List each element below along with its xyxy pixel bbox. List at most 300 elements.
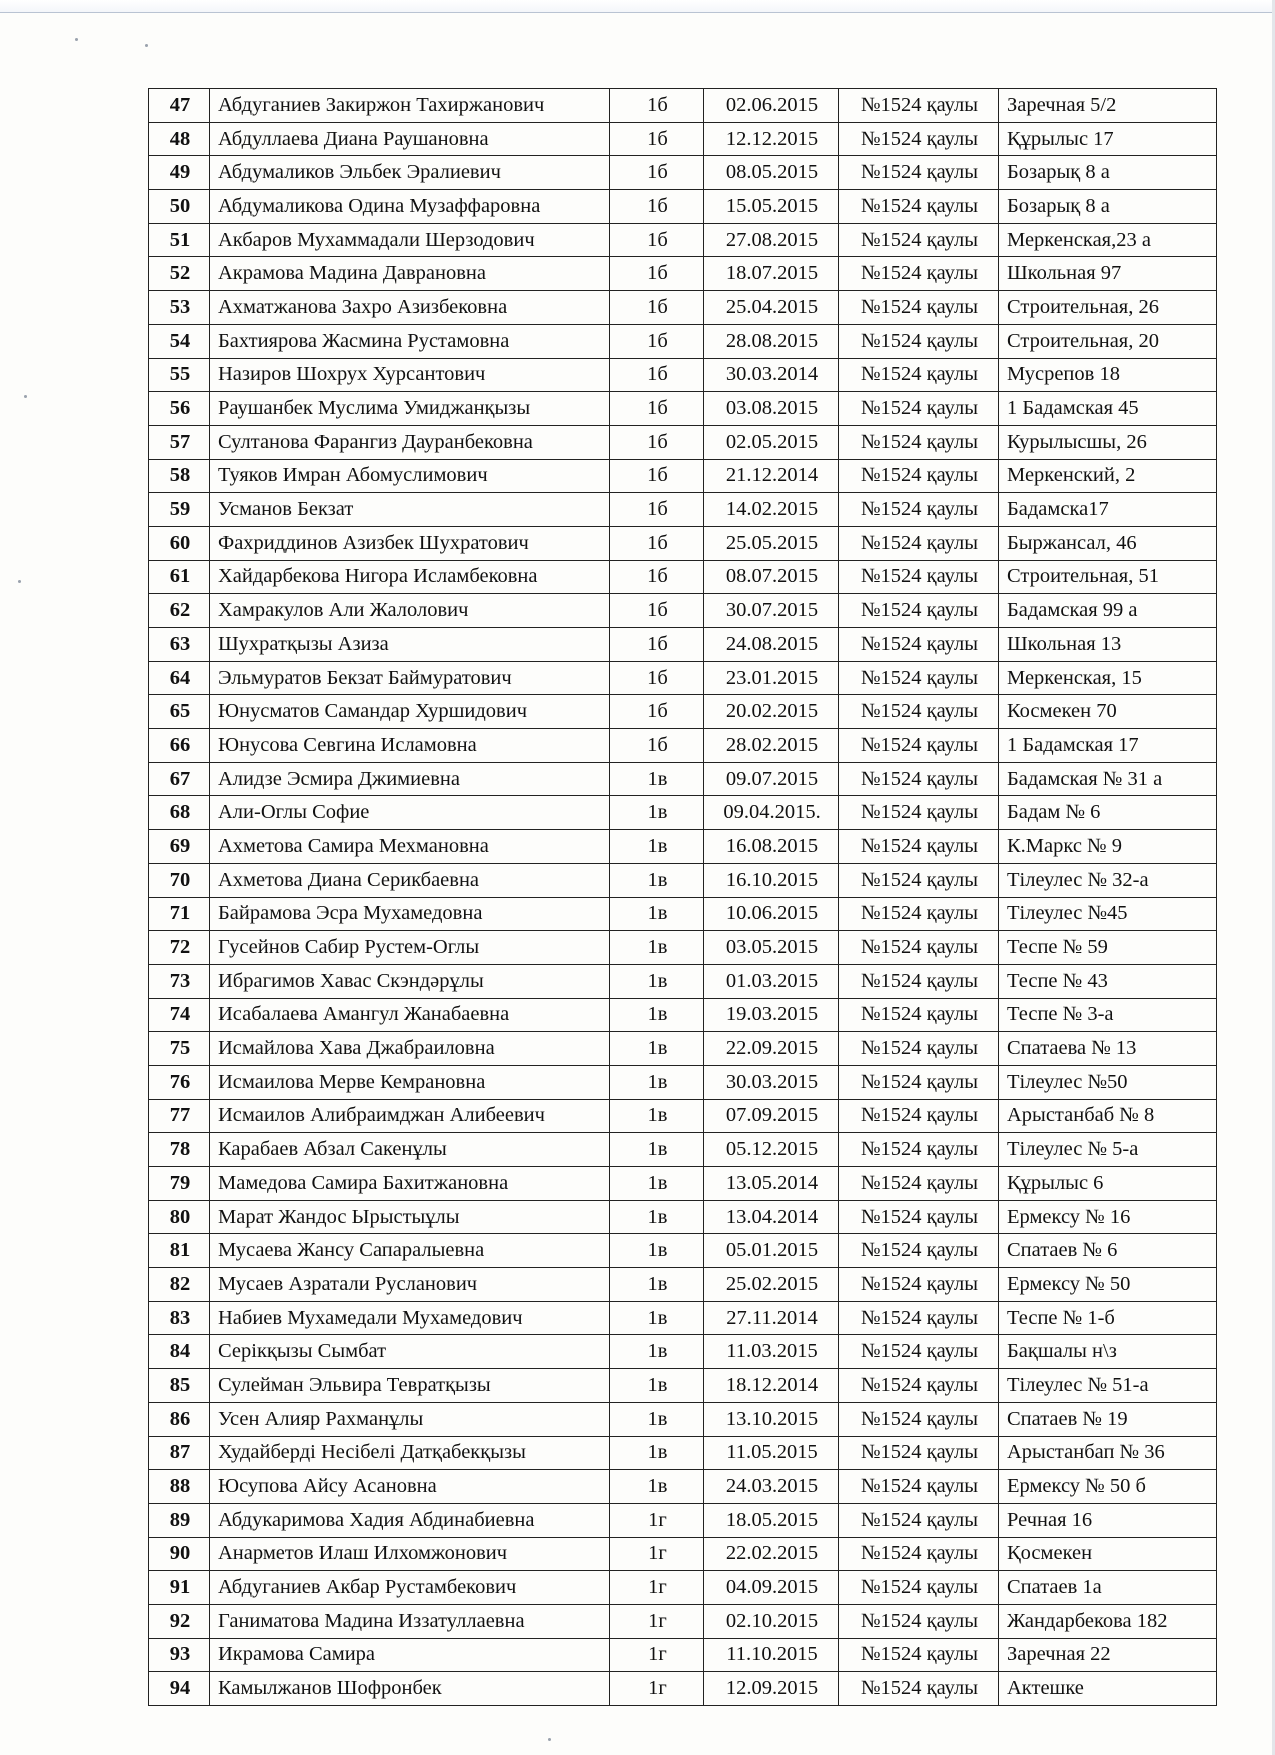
scan-top-edge — [0, 0, 1275, 13]
birth-date: 12.09.2015 — [704, 1672, 839, 1706]
order-reference: №1524 қаулы — [839, 1099, 999, 1133]
row-number: 89 — [149, 1503, 210, 1537]
class-code: 1б — [610, 729, 704, 763]
table-row — [149, 1301, 1217, 1335]
home-address: Қосмекен — [999, 1537, 1217, 1571]
student-name: Фахриддинов Азизбек Шухратович — [210, 526, 610, 560]
table-row — [149, 1234, 1217, 1268]
class-code: 1в — [610, 1436, 704, 1470]
table-row — [149, 1099, 1217, 1133]
student-name: Камылжанов Шофронбек — [210, 1672, 610, 1706]
home-address: Бақшалы н\з — [999, 1335, 1217, 1369]
student-name: Хайдарбекова Нигора Исламбековна — [210, 560, 610, 594]
class-code: 1б — [610, 223, 704, 257]
home-address: Актешке — [999, 1672, 1217, 1706]
student-name: Ибрагимов Хавас Скэндәрұлы — [210, 964, 610, 998]
student-name: Акрамова Мадина Даврановна — [210, 257, 610, 291]
student-name: Абдумаликова Одина Музаффаровна — [210, 190, 610, 224]
birth-date: 23.01.2015 — [704, 661, 839, 695]
student-name: Абдумаликов Эльбек Эралиевич — [210, 156, 610, 190]
student-name: Исмайлова Хава Джабраиловна — [210, 1032, 610, 1066]
order-reference: №1524 қаулы — [839, 526, 999, 560]
student-name: Юнусматов Самандар Хуршидович — [210, 695, 610, 729]
home-address: Строительная, 20 — [999, 324, 1217, 358]
table-row — [149, 931, 1217, 965]
home-address: Теспе № 1-б — [999, 1301, 1217, 1335]
home-address: Тілеулес №45 — [999, 897, 1217, 931]
scan-speck — [145, 44, 148, 47]
class-code: 1б — [610, 291, 704, 325]
birth-date: 01.03.2015 — [704, 964, 839, 998]
birth-date: 25.02.2015 — [704, 1268, 839, 1302]
birth-date: 19.03.2015 — [704, 998, 839, 1032]
order-reference: №1524 қаулы — [839, 1301, 999, 1335]
row-number: 52 — [149, 257, 210, 291]
order-reference: №1524 қаулы — [839, 661, 999, 695]
class-code: 1б — [610, 190, 704, 224]
row-number: 65 — [149, 695, 210, 729]
class-code: 1б — [610, 459, 704, 493]
order-reference: №1524 қаулы — [839, 459, 999, 493]
row-number: 60 — [149, 526, 210, 560]
order-reference: №1524 қаулы — [839, 560, 999, 594]
order-reference: №1524 қаулы — [839, 257, 999, 291]
birth-date: 11.05.2015 — [704, 1436, 839, 1470]
home-address: Спатаева № 13 — [999, 1032, 1217, 1066]
home-address: Меркенская, 15 — [999, 661, 1217, 695]
class-code: 1б — [610, 560, 704, 594]
class-code: 1б — [610, 526, 704, 560]
home-address: Быржансал, 46 — [999, 526, 1217, 560]
class-code: 1б — [610, 425, 704, 459]
table-row — [149, 1571, 1217, 1605]
home-address: Жандарбекова 182 — [999, 1604, 1217, 1638]
home-address: Арыстанбаб № 8 — [999, 1099, 1217, 1133]
order-reference: №1524 қаулы — [839, 729, 999, 763]
row-number: 59 — [149, 493, 210, 527]
table-row — [149, 1503, 1217, 1537]
birth-date: 18.05.2015 — [704, 1503, 839, 1537]
order-reference: №1524 қаулы — [839, 1268, 999, 1302]
order-reference: №1524 қаулы — [839, 1335, 999, 1369]
order-reference: №1524 қаулы — [839, 223, 999, 257]
row-number: 86 — [149, 1402, 210, 1436]
class-code: 1в — [610, 1301, 704, 1335]
row-number: 80 — [149, 1200, 210, 1234]
row-number: 56 — [149, 392, 210, 426]
order-reference: №1524 қаулы — [839, 628, 999, 662]
order-reference: №1524 қаулы — [839, 1234, 999, 1268]
home-address: Теспе № 43 — [999, 964, 1217, 998]
row-number: 66 — [149, 729, 210, 763]
birth-date: 08.05.2015 — [704, 156, 839, 190]
birth-date: 30.03.2015 — [704, 1065, 839, 1099]
birth-date: 04.09.2015 — [704, 1571, 839, 1605]
student-name: Усманов Бекзат — [210, 493, 610, 527]
order-reference: №1524 қаулы — [839, 762, 999, 796]
class-code: 1б — [610, 594, 704, 628]
table-row — [149, 830, 1217, 864]
birth-date: 03.08.2015 — [704, 392, 839, 426]
row-number: 50 — [149, 190, 210, 224]
table-row — [149, 459, 1217, 493]
table-row — [149, 493, 1217, 527]
order-reference: №1524 қаулы — [839, 358, 999, 392]
row-number: 73 — [149, 964, 210, 998]
table-row — [149, 628, 1217, 662]
row-number: 85 — [149, 1369, 210, 1403]
home-address: Бадам № 6 — [999, 796, 1217, 830]
order-reference: №1524 қаулы — [839, 1604, 999, 1638]
row-number: 63 — [149, 628, 210, 662]
class-code: 1в — [610, 830, 704, 864]
order-reference: №1524 қаулы — [839, 122, 999, 156]
row-number: 48 — [149, 122, 210, 156]
home-address: Тілеулес № 51-а — [999, 1369, 1217, 1403]
birth-date: 30.07.2015 — [704, 594, 839, 628]
class-code: 1в — [610, 931, 704, 965]
birth-date: 21.12.2014 — [704, 459, 839, 493]
row-number: 93 — [149, 1638, 210, 1672]
table-row — [149, 1672, 1217, 1706]
birth-date: 27.08.2015 — [704, 223, 839, 257]
order-reference: №1524 қаулы — [839, 1032, 999, 1066]
birth-date: 24.08.2015 — [704, 628, 839, 662]
student-name: Худайберді Несібелі Датқабекқызы — [210, 1436, 610, 1470]
home-address: 1 Бадамская 45 — [999, 392, 1217, 426]
student-name: Назиров Шохрух Хурсантович — [210, 358, 610, 392]
home-address: Космекен 70 — [999, 695, 1217, 729]
student-name: Юсупова Айсу Асановна — [210, 1470, 610, 1504]
birth-date: 28.02.2015 — [704, 729, 839, 763]
student-name: Шухратқызы Азиза — [210, 628, 610, 662]
table-row — [149, 729, 1217, 763]
table-row — [149, 1335, 1217, 1369]
order-reference: №1524 қаулы — [839, 1065, 999, 1099]
table-row — [149, 89, 1217, 123]
birth-date: 13.10.2015 — [704, 1402, 839, 1436]
student-name: Юнусова Севгина Исламовна — [210, 729, 610, 763]
class-code: 1б — [610, 89, 704, 123]
table-row — [149, 897, 1217, 931]
table-row — [149, 1369, 1217, 1403]
row-number: 78 — [149, 1133, 210, 1167]
table-row — [149, 324, 1217, 358]
table-row — [149, 1065, 1217, 1099]
class-code: 1г — [610, 1672, 704, 1706]
order-reference: №1524 қаулы — [839, 493, 999, 527]
birth-date: 12.12.2015 — [704, 122, 839, 156]
class-code: 1б — [610, 156, 704, 190]
home-address: Теспе № 3-а — [999, 998, 1217, 1032]
order-reference: №1524 қаулы — [839, 1133, 999, 1167]
birth-date: 07.09.2015 — [704, 1099, 839, 1133]
row-number: 72 — [149, 931, 210, 965]
order-reference: №1524 қаулы — [839, 1503, 999, 1537]
home-address: Школьная 13 — [999, 628, 1217, 662]
order-reference: №1524 қаулы — [839, 1672, 999, 1706]
table-row — [149, 1436, 1217, 1470]
home-address: Спатаев № 19 — [999, 1402, 1217, 1436]
student-name: Марат Жандос Ырыстыұлы — [210, 1200, 610, 1234]
table-row — [149, 526, 1217, 560]
home-address: Бадамская 99 а — [999, 594, 1217, 628]
birth-date: 05.01.2015 — [704, 1234, 839, 1268]
home-address: Ермексу № 50 б — [999, 1470, 1217, 1504]
birth-date: 22.09.2015 — [704, 1032, 839, 1066]
class-code: 1б — [610, 122, 704, 156]
home-address: Құрылыс 6 — [999, 1167, 1217, 1201]
student-name: Раушанбек Муслима Умиджанқызы — [210, 392, 610, 426]
table-row — [149, 291, 1217, 325]
student-name: Абдукаримова Хадия Абдинабиевна — [210, 1503, 610, 1537]
birth-date: 28.08.2015 — [704, 324, 839, 358]
class-code: 1в — [610, 1402, 704, 1436]
row-number: 81 — [149, 1234, 210, 1268]
student-name: Ахметова Диана Серикбаевна — [210, 863, 610, 897]
home-address: Курылысшы, 26 — [999, 425, 1217, 459]
student-name: Хамракулов Али Жалолович — [210, 594, 610, 628]
birth-date: 09.04.2015. — [704, 796, 839, 830]
birth-date: 24.03.2015 — [704, 1470, 839, 1504]
home-address: Заречная 22 — [999, 1638, 1217, 1672]
home-address: Бозарық 8 а — [999, 156, 1217, 190]
class-code: 1г — [610, 1537, 704, 1571]
birth-date: 30.03.2014 — [704, 358, 839, 392]
scan-speck — [18, 580, 21, 583]
class-code: 1г — [610, 1638, 704, 1672]
birth-date: 25.05.2015 — [704, 526, 839, 560]
table-row — [149, 863, 1217, 897]
table-row — [149, 1268, 1217, 1302]
class-code: 1б — [610, 257, 704, 291]
order-reference: №1524 қаулы — [839, 392, 999, 426]
birth-date: 18.07.2015 — [704, 257, 839, 291]
order-reference: №1524 қаулы — [839, 1470, 999, 1504]
table-row — [149, 425, 1217, 459]
student-name: Набиев Мухамедали Мухамедович — [210, 1301, 610, 1335]
student-name: Абдуганиев Закиржон Тахиржанович — [210, 89, 610, 123]
student-name: Абдуллаева Диана Раушановна — [210, 122, 610, 156]
home-address: Мусрепов 18 — [999, 358, 1217, 392]
student-name: Карабаев Абзал Сакенұлы — [210, 1133, 610, 1167]
birth-date: 09.07.2015 — [704, 762, 839, 796]
table-row — [149, 1133, 1217, 1167]
row-number: 64 — [149, 661, 210, 695]
class-code: 1в — [610, 1065, 704, 1099]
home-address: Строительная, 26 — [999, 291, 1217, 325]
row-number: 61 — [149, 560, 210, 594]
student-name: Султанова Фарангиз Дауранбековна — [210, 425, 610, 459]
row-number: 75 — [149, 1032, 210, 1066]
table-row — [149, 122, 1217, 156]
student-name: Гусейнов Сабир Рустем-Оглы — [210, 931, 610, 965]
student-name: Ахметова Самира Мехмановна — [210, 830, 610, 864]
order-reference: №1524 қаулы — [839, 594, 999, 628]
order-reference: №1524 қаулы — [839, 1402, 999, 1436]
order-reference: №1524 қаулы — [839, 998, 999, 1032]
class-code: 1б — [610, 695, 704, 729]
class-code: 1б — [610, 493, 704, 527]
row-number: 90 — [149, 1537, 210, 1571]
student-name: Байрамова Эсра Мухамедовна — [210, 897, 610, 931]
birth-date: 13.05.2014 — [704, 1167, 839, 1201]
row-number: 47 — [149, 89, 210, 123]
birth-date: 11.10.2015 — [704, 1638, 839, 1672]
class-code: 1в — [610, 1200, 704, 1234]
scan-speck — [548, 1738, 551, 1741]
birth-date: 27.11.2014 — [704, 1301, 839, 1335]
birth-date: 10.06.2015 — [704, 897, 839, 931]
table-row — [149, 796, 1217, 830]
table-row — [149, 1470, 1217, 1504]
class-code: 1в — [610, 1099, 704, 1133]
row-number: 62 — [149, 594, 210, 628]
order-reference: №1524 қаулы — [839, 863, 999, 897]
home-address: Құрылыс 17 — [999, 122, 1217, 156]
home-address: Ермексу № 50 — [999, 1268, 1217, 1302]
order-reference: №1524 қаулы — [839, 1369, 999, 1403]
birth-date: 14.02.2015 — [704, 493, 839, 527]
birth-date: 20.02.2015 — [704, 695, 839, 729]
birth-date: 13.04.2014 — [704, 1200, 839, 1234]
order-reference: №1524 қаулы — [839, 190, 999, 224]
birth-date: 02.06.2015 — [704, 89, 839, 123]
row-number: 76 — [149, 1065, 210, 1099]
home-address: 1 Бадамская 17 — [999, 729, 1217, 763]
order-reference: №1524 қаулы — [839, 796, 999, 830]
order-reference: №1524 қаулы — [839, 1436, 999, 1470]
class-code: 1в — [610, 897, 704, 931]
row-number: 84 — [149, 1335, 210, 1369]
order-reference: №1524 қаулы — [839, 1200, 999, 1234]
row-number: 53 — [149, 291, 210, 325]
order-reference: №1524 қаулы — [839, 291, 999, 325]
table-row — [149, 257, 1217, 291]
table-row — [149, 358, 1217, 392]
row-number: 57 — [149, 425, 210, 459]
table-row — [149, 1200, 1217, 1234]
order-reference: №1524 қаулы — [839, 1167, 999, 1201]
table-row — [149, 560, 1217, 594]
order-reference: №1524 қаулы — [839, 89, 999, 123]
home-address: Ермексу № 16 — [999, 1200, 1217, 1234]
home-address: Речная 16 — [999, 1503, 1217, 1537]
order-reference: №1524 қаулы — [839, 897, 999, 931]
home-address: Бадамская № 31 а — [999, 762, 1217, 796]
home-address: Спатаев № 6 — [999, 1234, 1217, 1268]
home-address: Меркенская,23 а — [999, 223, 1217, 257]
class-code: 1б — [610, 324, 704, 358]
home-address: К.Маркс № 9 — [999, 830, 1217, 864]
student-name: Усен Алияр Рахманұлы — [210, 1402, 610, 1436]
student-name: Мамедова Самира Бахитжановна — [210, 1167, 610, 1201]
table-row — [149, 998, 1217, 1032]
scan-speck — [24, 395, 27, 398]
class-code: 1в — [610, 1167, 704, 1201]
table-row — [149, 1604, 1217, 1638]
table-row — [149, 695, 1217, 729]
order-reference: №1524 қаулы — [839, 156, 999, 190]
home-address: Строительная, 51 — [999, 560, 1217, 594]
order-reference: №1524 қаулы — [839, 324, 999, 358]
table-row — [149, 1167, 1217, 1201]
class-code: 1в — [610, 998, 704, 1032]
table-row — [149, 1032, 1217, 1066]
student-roster-table — [148, 88, 1217, 1706]
table-row — [149, 762, 1217, 796]
student-name: Ахматжанова Захро Азизбековна — [210, 291, 610, 325]
row-number: 87 — [149, 1436, 210, 1470]
home-address: Бозарық 8 а — [999, 190, 1217, 224]
student-name: Мусаев Азратали Русланович — [210, 1268, 610, 1302]
order-reference: №1524 қаулы — [839, 1571, 999, 1605]
class-code: 1в — [610, 1335, 704, 1369]
table-row — [149, 1638, 1217, 1672]
home-address: Меркенский, 2 — [999, 459, 1217, 493]
order-reference: №1524 қаулы — [839, 830, 999, 864]
row-number: 94 — [149, 1672, 210, 1706]
order-reference: №1524 қаулы — [839, 695, 999, 729]
birth-date: 05.12.2015 — [704, 1133, 839, 1167]
student-name: Бахтиярова Жасмина Рустамовна — [210, 324, 610, 358]
row-number: 51 — [149, 223, 210, 257]
birth-date: 08.07.2015 — [704, 560, 839, 594]
class-code: 1в — [610, 1133, 704, 1167]
student-name: Икрамова Самира — [210, 1638, 610, 1672]
row-number: 92 — [149, 1604, 210, 1638]
class-code: 1в — [610, 863, 704, 897]
row-number: 77 — [149, 1099, 210, 1133]
student-name: Исабалаева Амангул Жанабаевна — [210, 998, 610, 1032]
student-name: Эльмуратов Бекзат Баймуратович — [210, 661, 610, 695]
student-name: Ганиматова Мадина Иззатуллаевна — [210, 1604, 610, 1638]
row-number: 83 — [149, 1301, 210, 1335]
student-name: Сулейман Эльвира Тевратқызы — [210, 1369, 610, 1403]
table-row — [149, 156, 1217, 190]
order-reference: №1524 қаулы — [839, 964, 999, 998]
row-number: 74 — [149, 998, 210, 1032]
birth-date: 16.08.2015 — [704, 830, 839, 864]
student-name: Исмаилов Алибраимджан Алибеевич — [210, 1099, 610, 1133]
student-name: Акбаров Мухаммадали Шерзодович — [210, 223, 610, 257]
row-number: 49 — [149, 156, 210, 190]
class-code: 1б — [610, 358, 704, 392]
class-code: 1в — [610, 1268, 704, 1302]
birth-date: 11.03.2015 — [704, 1335, 839, 1369]
home-address: Арыстанбап № 36 — [999, 1436, 1217, 1470]
birth-date: 03.05.2015 — [704, 931, 839, 965]
class-code: 1в — [610, 762, 704, 796]
student-name: Мусаева Жансу Сапаралыевна — [210, 1234, 610, 1268]
table-row — [149, 1402, 1217, 1436]
student-name: Алидзе Эсмира Джимиевна — [210, 762, 610, 796]
row-number: 79 — [149, 1167, 210, 1201]
student-name: Исмаилова Мерве Кемрановна — [210, 1065, 610, 1099]
birth-date: 02.05.2015 — [704, 425, 839, 459]
home-address: Теспе № 59 — [999, 931, 1217, 965]
class-code: 1г — [610, 1571, 704, 1605]
class-code: 1в — [610, 1470, 704, 1504]
table-row — [149, 964, 1217, 998]
roster-body — [149, 89, 1217, 1706]
home-address: Школьная 97 — [999, 257, 1217, 291]
home-address: Спатаев 1а — [999, 1571, 1217, 1605]
order-reference: №1524 қаулы — [839, 1537, 999, 1571]
birth-date: 15.05.2015 — [704, 190, 839, 224]
student-name: Серікқызы Сымбат — [210, 1335, 610, 1369]
row-number: 69 — [149, 830, 210, 864]
